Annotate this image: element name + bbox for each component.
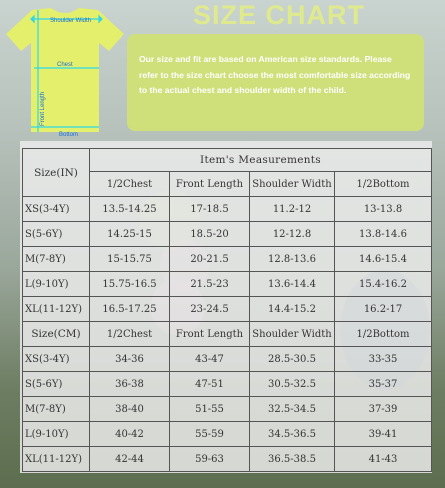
size-in-header: Size(IN) [23,149,90,197]
table-cell: 36-38 [90,372,170,397]
tshirt-icon [4,4,126,138]
measurements-header: Item's Measurements [90,149,432,172]
table-cell: 30.5-32.5 [250,372,335,397]
size-label: S(5-6Y) [23,222,90,247]
table-cell: 51-55 [170,397,250,422]
column-header: Shoulder Width [250,172,335,197]
front-length-label: Front Length [40,91,46,126]
column-header: 1/2Bottom [335,322,432,347]
size-label: L(9-10Y) [23,272,90,297]
table-row [23,222,432,247]
table-header-row [23,149,432,172]
table-cell: 43-47 [170,347,250,372]
table-cell: 34-36 [90,347,170,372]
size-info-text: Our size and fit are based on American size standards. Please refer to the size chart choose the most comfortable size according to the actual chest and shoulder width of the child. [139,54,411,96]
table-cell: 21.5-23 [170,272,250,297]
table-row [23,272,432,297]
column-header: 1/2Chest [90,172,170,197]
table-row [23,347,432,372]
table-row [23,372,432,397]
size-label: XL(11-12Y) [23,297,90,322]
chest-label: Chest [57,62,73,68]
table-cell: 14.4-15.2 [250,297,335,322]
size-label: L(9-10Y) [23,422,90,447]
tshirt-diagram [4,4,126,138]
column-header: 1/2Chest [90,322,170,347]
table-cell: 35-37 [335,372,432,397]
column-header: Shoulder Width [250,322,335,347]
table-row [23,297,432,322]
size-chart-table [22,148,432,472]
table-header-row [23,322,432,347]
table-cell: 33-35 [335,347,432,372]
table-row [23,397,432,422]
table-cell: 14.25-15 [90,222,170,247]
table-cell: 15.4-16.2 [335,272,432,297]
table-cell: 15.75-16.5 [90,272,170,297]
table-cell: 47-51 [170,372,250,397]
table-cell: 13.8-14.6 [335,222,432,247]
table-cell: 13.5-14.25 [90,197,170,222]
column-header: Front Length [170,322,250,347]
table-cell: 59-63 [170,447,250,472]
size-info-box [127,34,424,131]
size-label: XS(3-4Y) [23,197,90,222]
size-label: XS(3-4Y) [23,347,90,372]
table-row [23,422,432,447]
size-label: XL(11-12Y) [23,447,90,472]
size-label: S(5-6Y) [23,372,90,397]
table-cell: 28.5-30.5 [250,347,335,372]
table-cell: 37-39 [335,397,432,422]
table-cell: 40-42 [90,422,170,447]
table-cell: 34.5-36.5 [250,422,335,447]
table-cell: 11.2-12 [250,197,335,222]
table-row [23,247,432,272]
page-title: SIZE CHART [193,0,365,30]
table-row [23,447,432,472]
table-cell: 18.5-20 [170,222,250,247]
table-cell: 23-24.5 [170,297,250,322]
table-cell: 13-13.8 [335,197,432,222]
table-cell: 17-18.5 [170,197,250,222]
column-header: Front Length [170,172,250,197]
table-cell: 42-44 [90,447,170,472]
table-cell: 15-15.75 [90,247,170,272]
table-cell: 12.8-13.6 [250,247,335,272]
table-cell: 32.5-34.5 [250,397,335,422]
table-cell: 12-12.8 [250,222,335,247]
table-cell: 14.6-15.4 [335,247,432,272]
table-cell: 36.5-38.5 [250,447,335,472]
table-cell: 20-21.5 [170,247,250,272]
bottom-label: Bottom [59,132,79,138]
table-cell: 41-43 [335,447,432,472]
table-cell: 13.6-14.4 [250,272,335,297]
table-cell: 55-59 [170,422,250,447]
table-cell: 39-41 [335,422,432,447]
table-row [23,197,432,222]
shoulder-width-label: Shoulder Width [50,18,92,24]
column-header: 1/2Bottom [335,172,432,197]
table-cell: 16.2-17 [335,297,432,322]
size-label: M(7-8Y) [23,397,90,422]
size-label: M(7-8Y) [23,247,90,272]
table-cell: 16.5-17.25 [90,297,170,322]
table-cell: 38-40 [90,397,170,422]
size-cm-header: Size(CM) [23,322,90,347]
